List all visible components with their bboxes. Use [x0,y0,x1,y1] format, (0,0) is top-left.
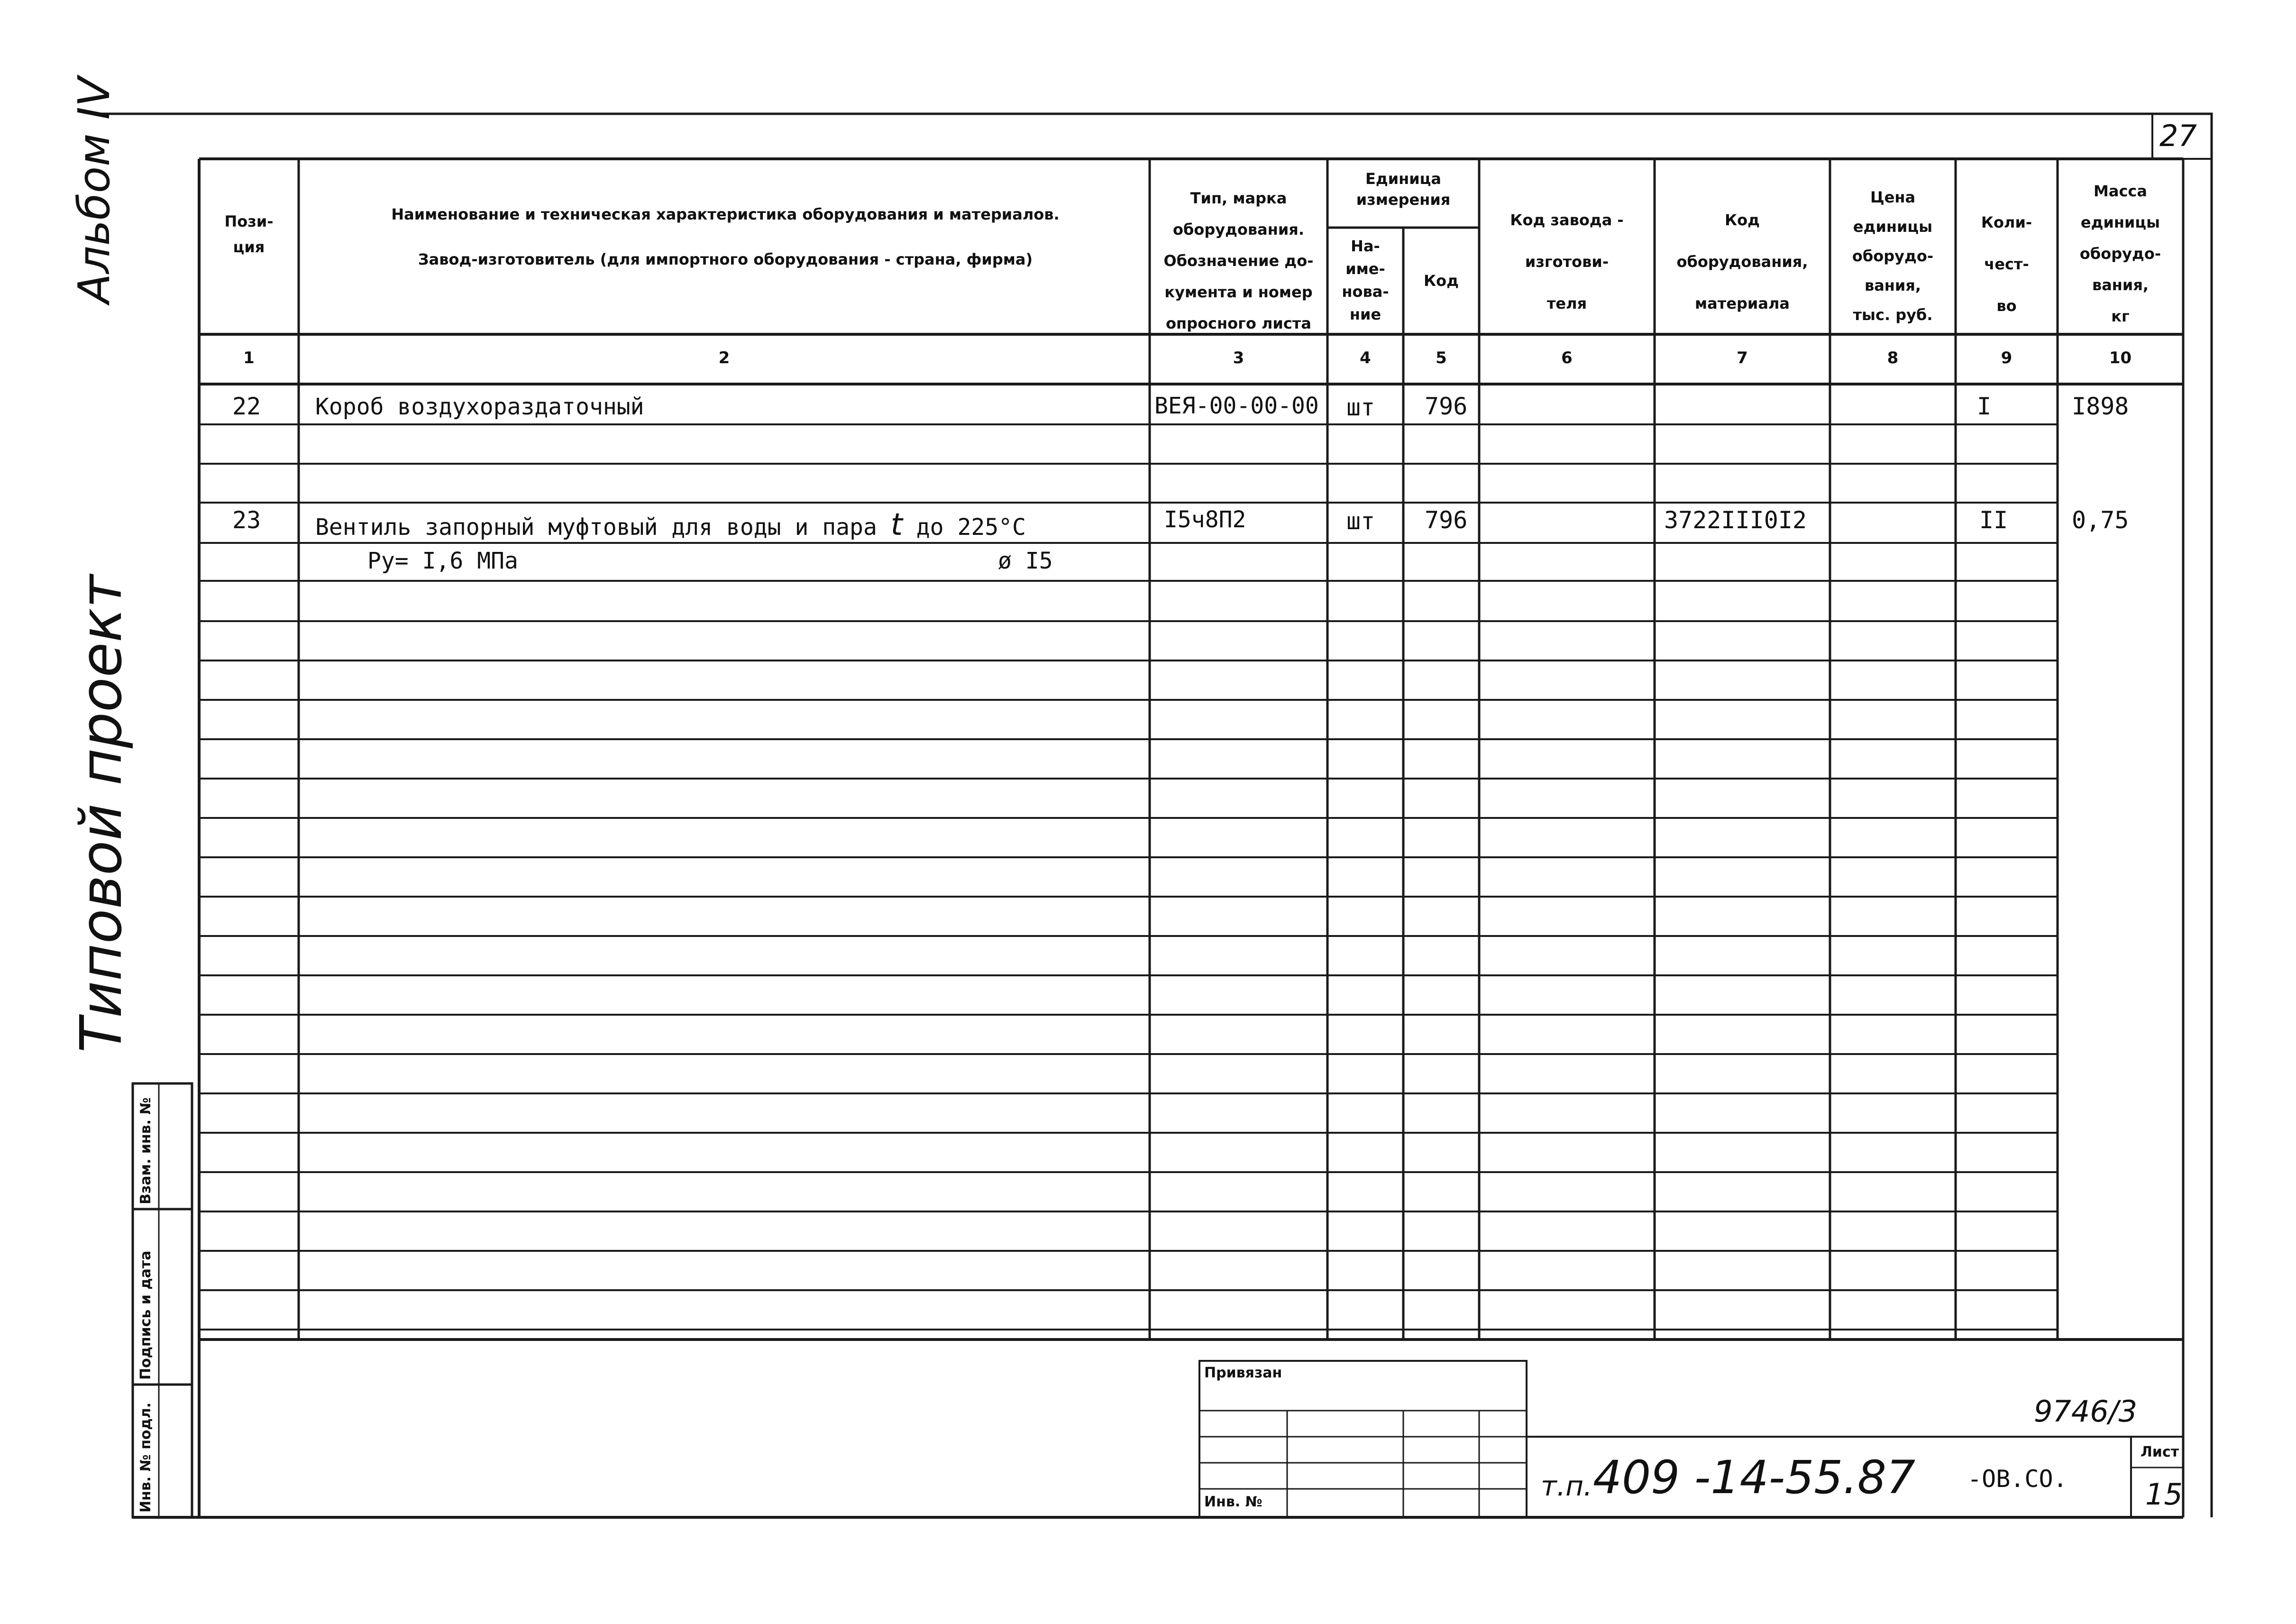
row22-mass: I898 [2072,393,2129,420]
privyazan-label: Привязан [1204,1365,1282,1381]
project-note: Типовой проект [69,575,135,1053]
order-number: 9746/3 [2034,1394,2138,1429]
row22-type: ВЕЯ-00-00-00 [1154,393,1319,419]
row23-name [315,507,1026,542]
row23-unit-code: 796 [1425,506,1468,534]
row23-equipment-code: 3722III0I2 [1664,506,1807,534]
side-podpis-label: Подпись и дата [137,1250,154,1380]
doc-suffix: -ОВ.СО. [1967,1465,2067,1493]
corner-sheet-number: 27 [2159,119,2197,153]
column-number: 1 [243,349,255,367]
row23-name-main: Вентиль запорный муфтовый для воды и пара [315,514,877,541]
column-number: 9 [2001,349,2012,367]
row23-quantity: II [1979,506,2008,534]
header-factory-code: Код завода - изготови- теля [1510,211,1624,312]
row23-unit: шт [1346,507,1375,535]
row23-pressure: Ру= I,6 МПа [367,548,518,574]
inv-no-label: Инв. № [1204,1494,1262,1510]
header-unit-group: Единица измерения [1356,170,1451,209]
row23-diameter: ø I5 [998,548,1053,574]
header-unit-code: Код [1424,272,1459,290]
album-note: Альбом IV [69,77,119,303]
column-number: 7 [1737,349,1748,367]
column-number: 8 [1887,349,1899,367]
header-name-line2: Завод-изготовитель (для импортного оборудования - страна, фирма) [418,250,1033,268]
doc-prefix: т.п. [1541,1470,1592,1502]
column-number: 10 [2109,349,2132,367]
row22-name: Короб воздухораздаточный [315,394,644,420]
row22-quantity: I [1977,393,1992,420]
doc-code: 409 -14-55.87 [1593,1451,1916,1504]
row22-unit-code: 796 [1425,393,1468,420]
row23-temp-range: до 225°С [916,514,1026,541]
column-number: 5 [1436,349,1447,367]
row23-position: 23 [232,506,261,534]
row23-temp-symbol: t [890,507,903,542]
header-name-line1: Наименование и техническая характеристика оборудования и материалов. [391,205,1060,223]
row23-type: I5ч8П2 [1164,506,1246,533]
header-type: Тип, марка оборудования. Обозначение до- кумента и номер опросного листа [1163,189,1314,332]
header-unit-name: На- име- нова- ние [1342,237,1389,323]
row22-unit: шт [1346,394,1375,421]
column-number: 3 [1233,349,1244,367]
sheet-number: 15 [2145,1477,2183,1512]
row23-mass: 0,75 [2072,506,2129,534]
header-quantity: Коли- чест- во [1981,213,2032,315]
column-number: 4 [1360,349,1371,367]
column-number: 2 [718,349,730,367]
header-mass: Масса единицы оборудо- вания, кг [2079,182,2161,325]
header-price: Цена единицы оборудо- вания, тыс. руб. [1852,188,1934,324]
header-position: Пози- ция [224,212,274,256]
row22-position: 22 [232,393,261,420]
sheet-label: Лист [2140,1444,2179,1460]
header-equipment-code: Код оборудования, материала [1676,211,1808,312]
column-number: 6 [1561,349,1573,367]
side-inv-podl-label: Инв. № подл. [137,1402,154,1513]
side-vzam-label: Взам. инв. № [137,1097,154,1204]
